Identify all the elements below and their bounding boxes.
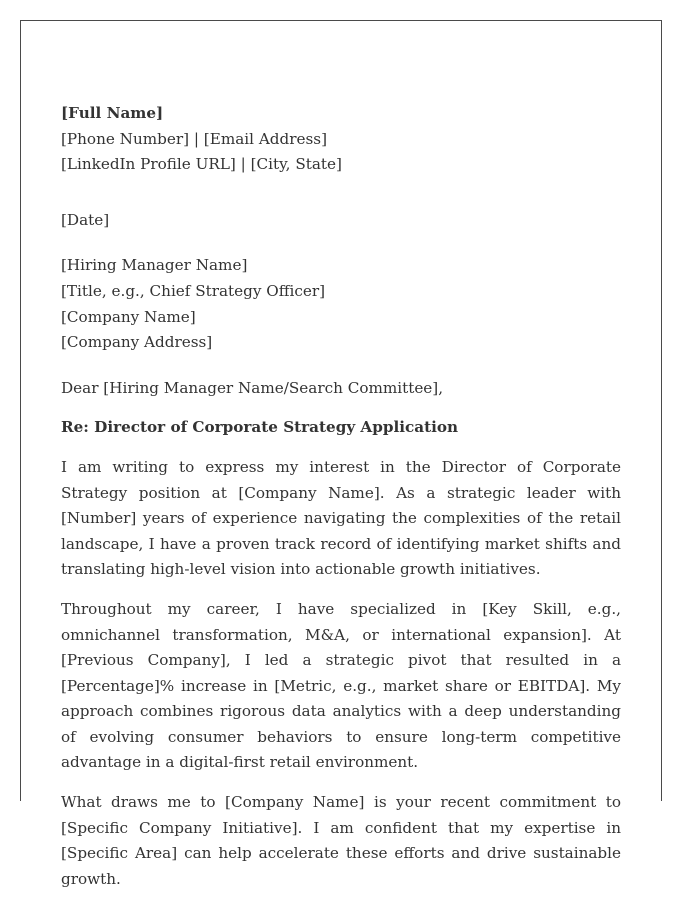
- letter-page: [20, 20, 662, 888]
- recipient-address: [Company Address]: [61, 333, 213, 352]
- salutation: Dear [Hiring Manager Name/Search Committee],: [61, 378, 444, 397]
- letter-body: [61, 101, 621, 892]
- recipient-name: [Hiring Manager Name]: [61, 256, 248, 275]
- sender-name: [Full Name]: [61, 104, 164, 122]
- sender-block: [61, 101, 621, 178]
- body-paragraph-1: I am writing to express my interest in the Director of Corporate Strategy position at [Company Name]. As a strategic leader with [Number] years of experience navigating the complexities of the retail landscape, I have a proven track record of identifying market shifts and translating high-level vision into actionable growth initiatives.: [61, 457, 621, 579]
- sender-profile: [LinkedIn Profile URL] | [City, State]: [61, 155, 342, 174]
- letter-date: [Date]: [61, 210, 110, 229]
- body-paragraph-2: Throughout my career, I have specialized in [Key Skill, e.g., omnichannel transformation, M&A, or international expansion]. At [Previous Company], I led a strategic pivot that resulted in a [Percentage]% increase in [Metric, e.g., market share or EBITDA]. My approach combines rigorous data analytics with a deep understanding of evolving consumer behaviors to ensure long-term competitive advantage in a digital-first retail environment.: [61, 599, 621, 772]
- recipient-title: [Title, e.g., Chief Strategy Officer]: [61, 281, 326, 300]
- body-paragraph-3: What draws me to [Company Name] is your recent commitment to [Specific Company Initiative]. I am confident that my expertise in [Specific Area] can help accelerate these efforts and drive sustainable growth.: [61, 793, 621, 888]
- subject-line: Re: Director of Corporate Strategy Application: [61, 418, 459, 437]
- recipient-company: [Company Name]: [61, 307, 196, 326]
- salutation-block: [61, 376, 621, 402]
- sender-contact: [Phone Number] | [Email Address]: [61, 129, 327, 148]
- recipient-block: [61, 253, 621, 355]
- date-block: [61, 208, 621, 234]
